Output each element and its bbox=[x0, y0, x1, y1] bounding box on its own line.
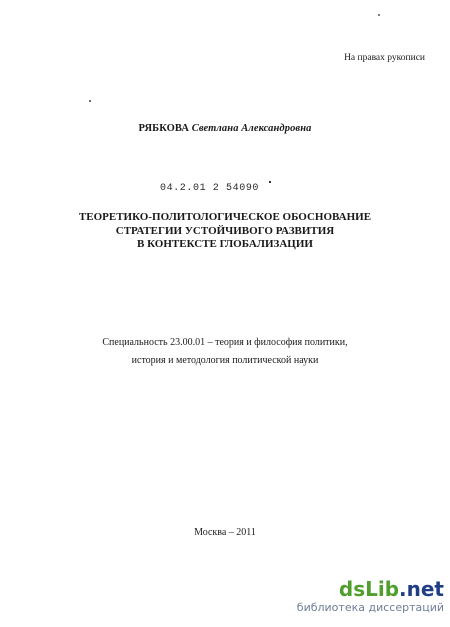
scan-speck bbox=[378, 14, 380, 16]
rights-note: На правах рукописи bbox=[344, 53, 425, 63]
city-year: Москва – 2011 bbox=[194, 527, 256, 538]
dslib-watermark bbox=[294, 578, 444, 615]
brand-blue-part: .net bbox=[399, 577, 444, 601]
watermark-brand bbox=[294, 578, 444, 600]
author-surname: РЯБКОВА bbox=[138, 123, 190, 134]
registration-code: 04.2.01 2 54090 bbox=[160, 183, 260, 194]
thesis-title bbox=[0, 211, 450, 252]
title-line: ТЕОРЕТИКО-ПОЛИТОЛОГИЧЕСКОЕ ОБОСНОВАНИЕ bbox=[78, 211, 372, 223]
title-line: В КОНТЕКСТЕ ГЛОБАЛИЗАЦИИ bbox=[137, 238, 313, 250]
watermark-tagline: библиотека диссертаций bbox=[296, 601, 444, 614]
author-given-names: Светлана Александровна bbox=[191, 123, 312, 134]
scan-speck bbox=[89, 100, 91, 102]
specialty-line: история и методология политической науки bbox=[131, 355, 319, 366]
specialty bbox=[0, 334, 450, 370]
specialty-line: Специальность 23.00.01 – теория и философия политики, bbox=[102, 337, 348, 348]
author-name bbox=[0, 123, 450, 134]
brand-green-part: dsLib bbox=[338, 577, 400, 601]
title-line: СТРАТЕГИИ УСТОЙЧИВОГО РАЗВИТИЯ bbox=[115, 224, 335, 237]
code-mark bbox=[269, 181, 271, 183]
